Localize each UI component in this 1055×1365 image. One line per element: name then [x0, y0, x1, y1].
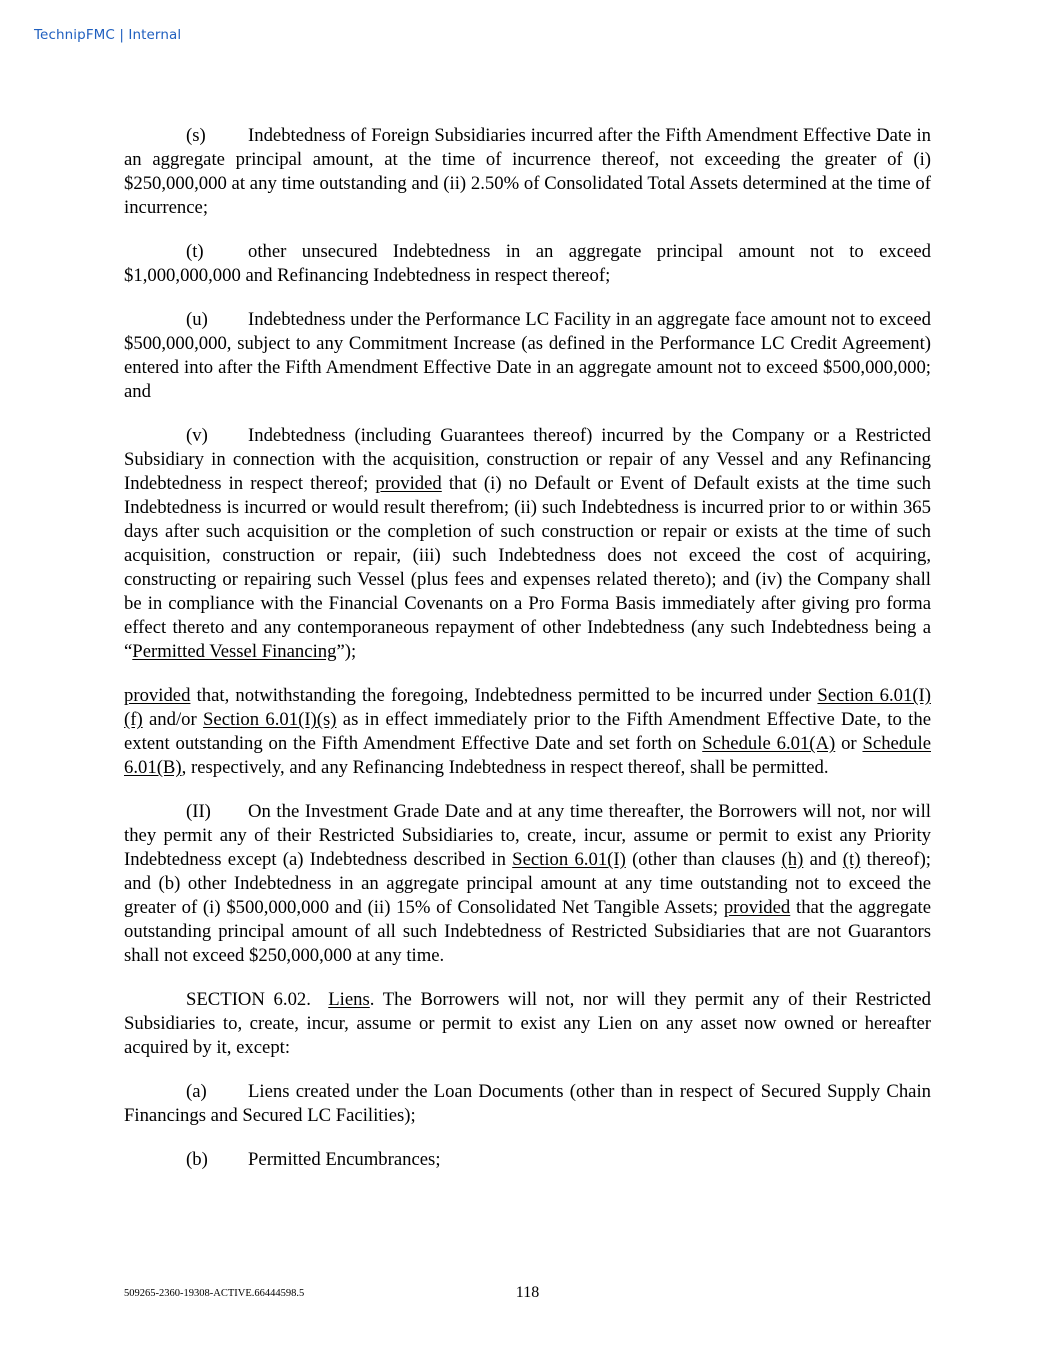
clause-text: other unsecured Indebtedness in an aggregate principal amount not to exceed $1,000,000,000 and Refinancing Indebtedness in respect thereof; — [124, 241, 931, 286]
classification-label: TechnipFMC | Internal — [34, 27, 182, 43]
defined-term: Permitted Vessel Financing — [132, 641, 337, 662]
cross-reference: Section 6.01(I)(f) — [124, 685, 931, 730]
proviso-paragraph — [124, 684, 931, 780]
proviso-text: and/or — [142, 709, 204, 730]
clause-text: thereof); and (b) other Indebtedness in an aggregate principal amount at any time outstanding not to exceed the greater of (i) $500,000,000 and (ii) 15% of Consolidated Net Tangible Assets; — [124, 849, 932, 918]
clause-text: that the aggregate outstanding principal amount of all such Indebtedness of Restricted Subsidiaries that are not Guarantors shall not exceed $250,000,000 at any time. — [124, 897, 931, 966]
clause-text: Permitted Encumbrances; — [248, 1149, 441, 1170]
cross-reference: Section 6.01(I) — [512, 849, 626, 870]
clause-label: (b) — [186, 1149, 208, 1170]
clause-text: Indebtedness of Foreign Subsidiaries incurred after the Fifth Amendment Effective Date in an aggregate principal amount, at the time of incurrence thereof, not exceeding the greater of (i) $250,000,000 at any time outstanding and (ii) 2.50% of Consolidated Total Assets determined at the time of incurrence; — [124, 125, 931, 218]
clause-a — [124, 1080, 931, 1128]
provided-term: provided — [723, 897, 791, 918]
clause-label: (a) — [186, 1081, 207, 1102]
clause-label: (u) — [186, 309, 208, 330]
clause-text: (other than clauses — [625, 849, 782, 870]
clause-b — [124, 1148, 931, 1172]
proviso-text: , respectively, and any Refinancing Indebtedness in respect thereof, shall be permitted. — [181, 757, 829, 778]
clause-II — [124, 800, 931, 968]
clause-text: Liens created under the Loan Documents (other than in respect of Secured Supply Chain Financings and Secured LC Facilities); — [124, 1081, 931, 1126]
cross-reference: Schedule 6.01(B) — [124, 733, 931, 778]
cross-reference: Section 6.01(I)(s) — [203, 709, 337, 730]
provided-term: provided — [124, 685, 191, 706]
proviso-text: as in effect immediately prior to the Fifth Amendment Effective Date, to the extent outstanding on the Fifth Amendment Effective Date and set forth on — [124, 709, 931, 754]
clause-u — [124, 308, 931, 404]
clause-v — [124, 424, 931, 664]
section-heading: SECTION 6.02. — [186, 989, 311, 1010]
document-body — [124, 124, 931, 1192]
proviso-text: or — [835, 733, 863, 754]
clause-t — [124, 240, 931, 288]
provided-term: provided — [375, 473, 442, 494]
page-number: 118 — [515, 1284, 540, 1301]
clause-text: and — [803, 849, 843, 870]
clause-text: that (i) no Default or Event of Default exists at the time such Indebtedness is incurred or would result therefrom; (ii) such Indebtedness is incurred prior to or within 365 days after such acquisition or the completion of such construction or repair or exists at the time of such acquisition, construction or repair, (iii) such Indebtedness does not exceed the cost of acquiring, constructing or repairing such Vessel (plus fees and expenses related thereto); and (iv) the Company shall be in compliance with the Financial Covenants on a Pro Forma Basis immediately after giving pro forma effect thereto and any contemporaneous repayment of other Indebtedness (any such Indebtedness being a “ — [124, 473, 931, 662]
document-id: 509265-2360-19308-ACTIVE.66444598.5 — [124, 1288, 305, 1299]
cross-reference: (h) — [781, 849, 804, 870]
proviso-text: that, notwithstanding the foregoing, Indebtedness permitted to be incurred under — [190, 685, 818, 706]
clause-label: (t) — [186, 241, 204, 262]
clause-text: ”); — [336, 641, 357, 662]
cross-reference: Schedule 6.01(A) — [702, 733, 836, 754]
clause-text: Indebtedness under the Performance LC Facility in an aggregate face amount not to exceed $500,000,000, subject to any Commitment Increase (as defined in the Performance LC Credit Agreement) entered into after the Fifth Amendment Effective Date in an aggregate amount not to exceed $500,000,000; and — [124, 309, 931, 402]
clause-text: Indebtedness (including Guarantees thereof) incurred by the Company or a Restricted Subsidiary in connection with the acquisition, construction or repair of any Vessel and any Refinancing Indebtedness in respect thereof; — [124, 425, 931, 494]
cross-reference: (t) — [842, 849, 861, 870]
section-6-02 — [124, 988, 931, 1060]
clause-s — [124, 124, 931, 220]
section-title: Liens — [328, 989, 370, 1010]
clause-label: (s) — [186, 125, 206, 146]
section-text: . The Borrowers will not, nor will they permit any of their Restricted Subsidiaries to, create, incur, assume or permit to exist any Lien on any asset now owned or hereafter acquired by it, except: — [124, 989, 932, 1058]
clause-label: (v) — [186, 425, 208, 446]
clause-text: On the Investment Grade Date and at any time thereafter, the Borrowers will not, nor will they permit any of their Restricted Subsidiaries to, create, incur, assume or permit to exist any Priority Indebtedness except (a) Indebtedness described in — [124, 801, 931, 870]
clause-label: (II) — [186, 801, 211, 822]
